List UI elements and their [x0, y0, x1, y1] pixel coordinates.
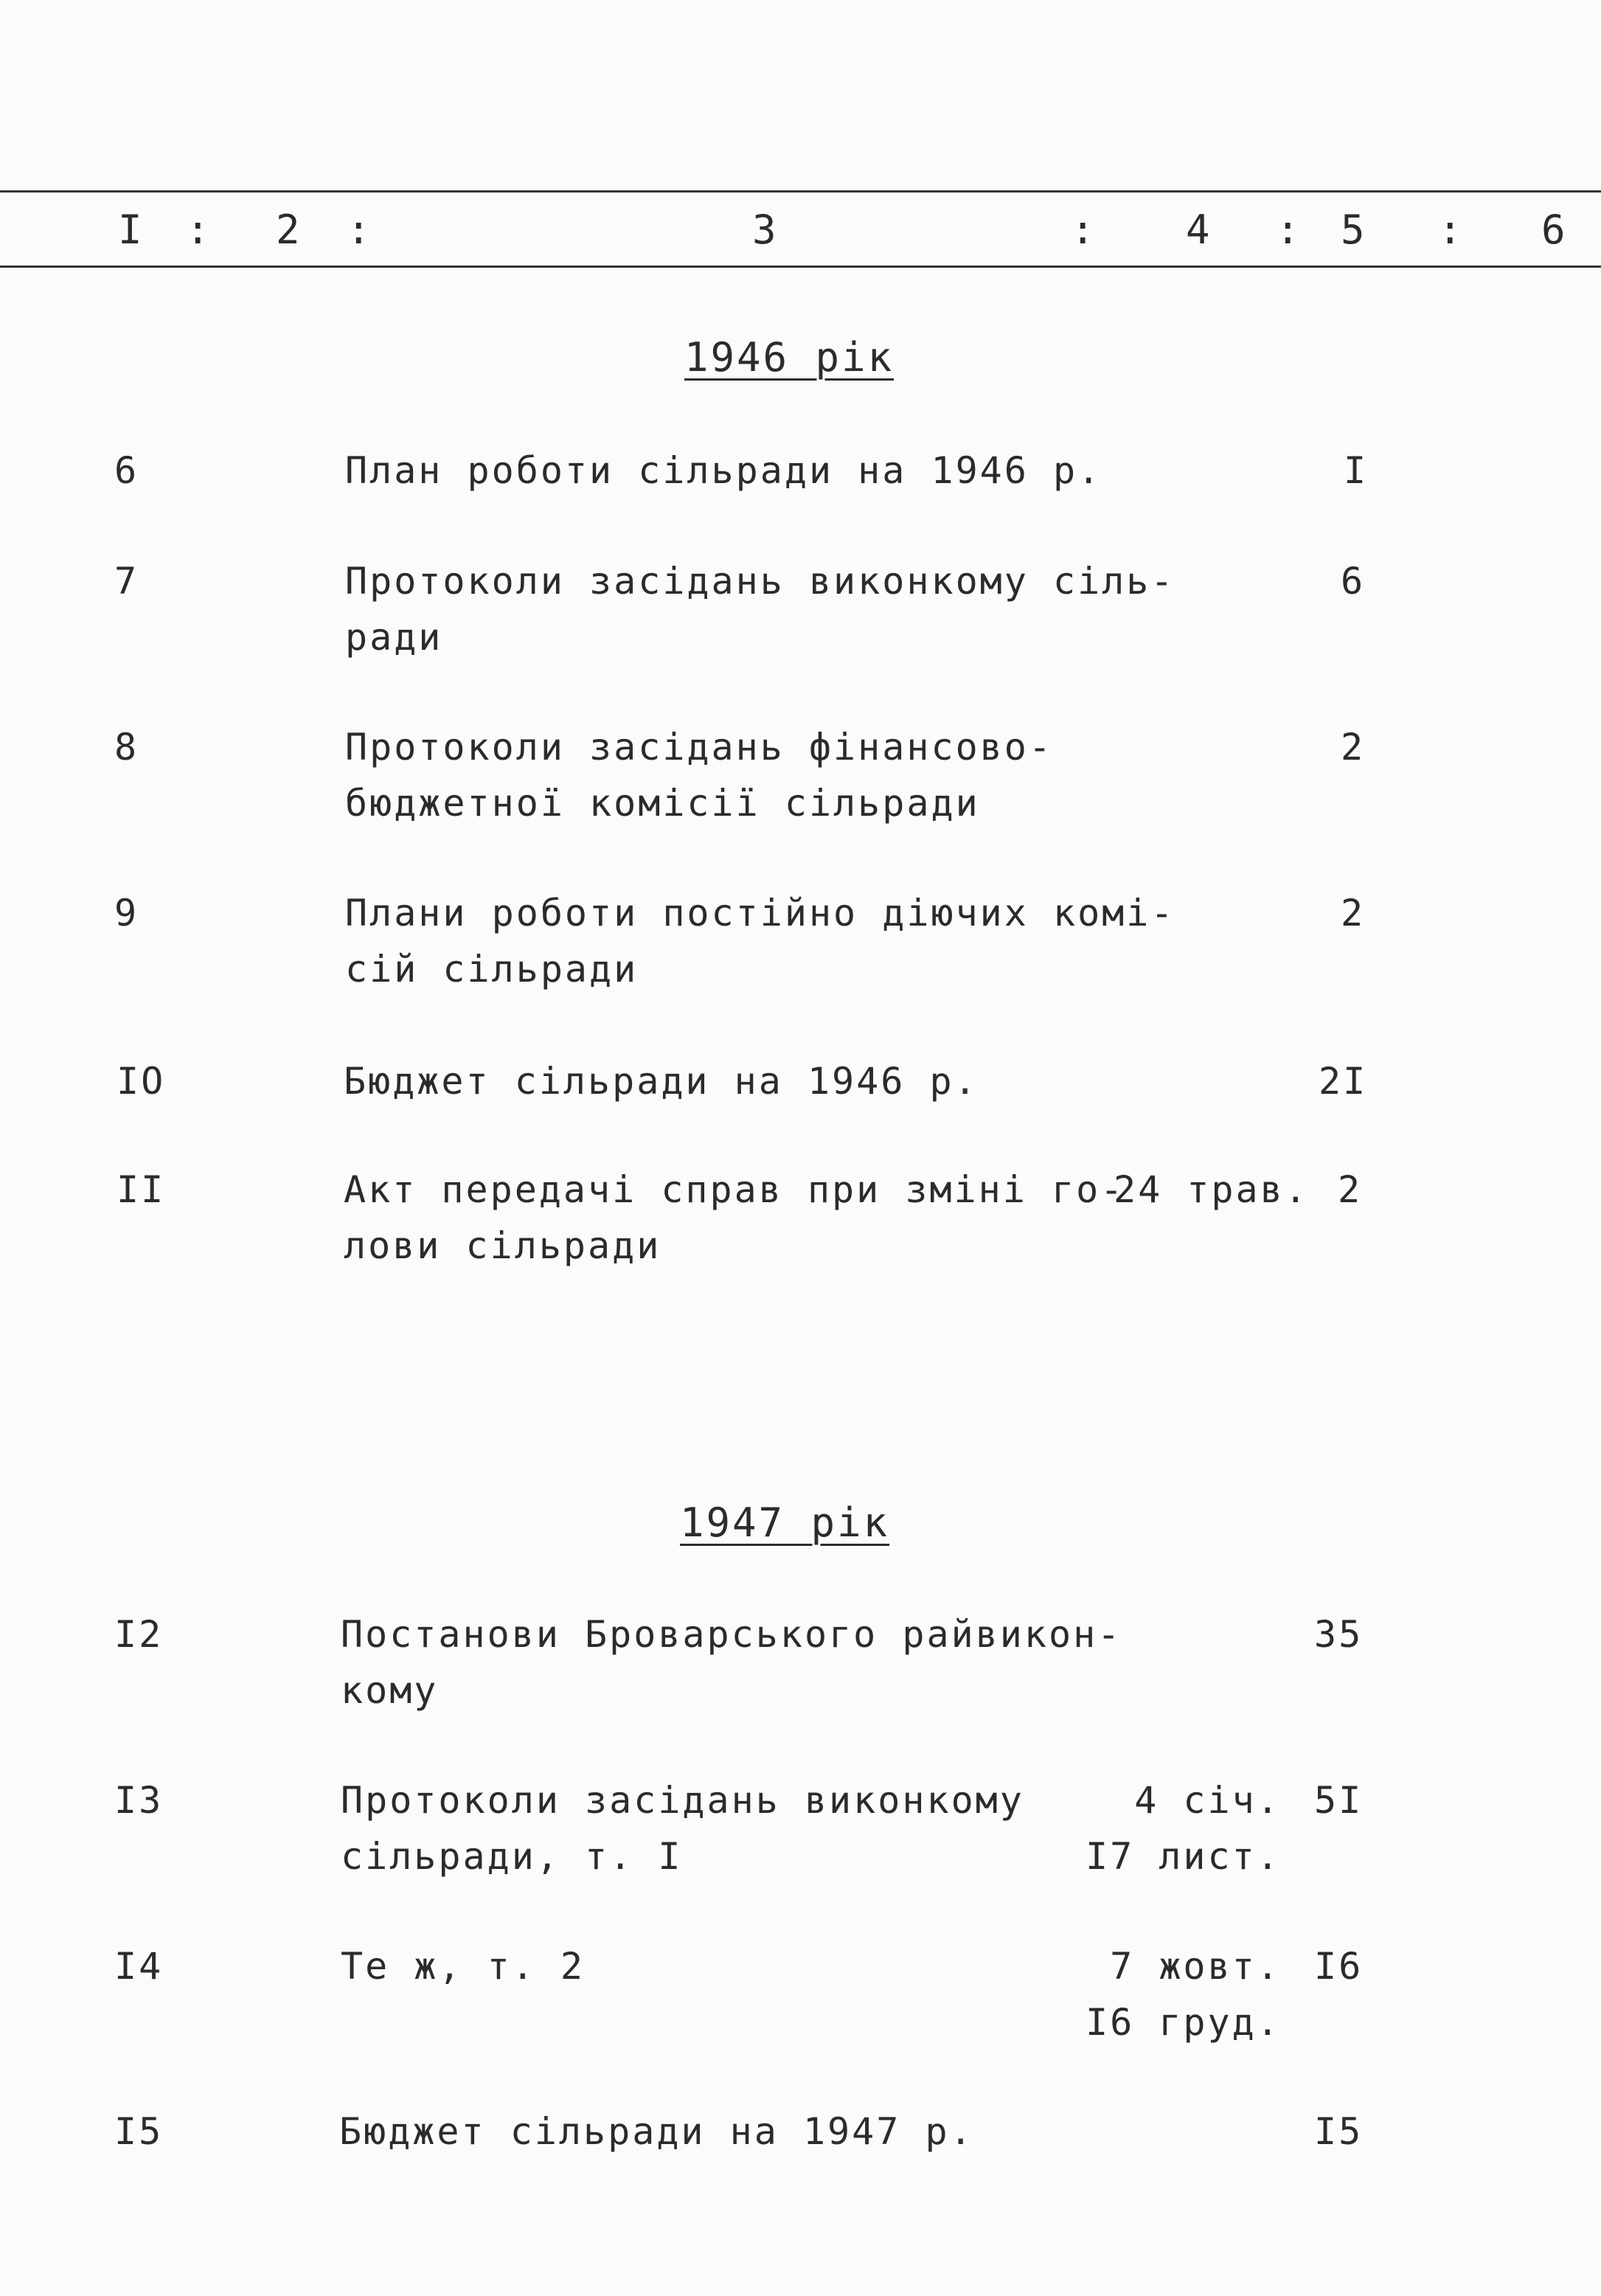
- row-date: 4 січ. I7 лист.: [1086, 1779, 1281, 1878]
- row-title: Акт передачі справ при зміні го- лови сільради: [344, 1168, 1125, 1267]
- row-sheets: 35: [1314, 1613, 1364, 1656]
- column-separator: :: [347, 207, 372, 253]
- row-title: Протоколи засідань фінансово- бюджетної комісії сільради: [345, 726, 1053, 825]
- row-sheets: 2: [1341, 726, 1366, 769]
- row-number: 6: [114, 449, 139, 492]
- row-number: IO: [117, 1060, 166, 1103]
- row-sheets: 2: [1341, 892, 1366, 934]
- row-sheets: 2: [1338, 1168, 1363, 1211]
- section-year-heading: 1947 рік: [680, 1499, 890, 1546]
- column-separator: :: [1276, 207, 1302, 253]
- row-number: I5: [114, 2110, 164, 2153]
- row-title: Протоколи засідань виконкому сільради, т. I: [341, 1779, 1024, 1878]
- row-title: План роботи сільради на 1946 р.: [345, 449, 1102, 492]
- column-separator: :: [1071, 207, 1097, 253]
- header-top-rule: [0, 190, 1601, 193]
- row-title: Бюджет сільради на 1947 р.: [339, 2110, 974, 2153]
- column-header-6: 6: [1541, 207, 1567, 253]
- row-number: II: [117, 1168, 166, 1211]
- column-separator: :: [186, 207, 212, 253]
- row-sheets: I: [1344, 449, 1369, 492]
- section-year-heading: 1946 рік: [684, 334, 895, 381]
- column-header-2: 2: [276, 207, 302, 253]
- row-number: 9: [114, 892, 139, 934]
- column-header-3: 3: [752, 207, 778, 253]
- row-date: 7 жовт. I6 груд.: [1086, 1945, 1281, 2044]
- row-number: I3: [114, 1779, 164, 1822]
- column-separator: :: [1438, 207, 1464, 253]
- row-title: Протоколи засідань виконкому сіль- ради: [345, 560, 1175, 659]
- row-number: I2: [114, 1613, 164, 1656]
- row-number: 8: [114, 726, 139, 769]
- row-sheets: 2I: [1319, 1060, 1368, 1103]
- row-sheets: I5: [1314, 2110, 1364, 2153]
- column-header-5: 5: [1341, 207, 1366, 253]
- column-header-4: 4: [1186, 207, 1212, 253]
- row-title: Плани роботи постійно діючих комі- сій сільради: [345, 892, 1175, 991]
- row-title: Те ж, т. 2: [341, 1945, 586, 1988]
- row-date: 24 трав.: [1114, 1168, 1309, 1211]
- row-number: I4: [114, 1945, 164, 1988]
- row-title: Постанови Броварського райвикон- кому: [341, 1613, 1122, 1712]
- column-header-1: I: [118, 207, 144, 253]
- row-title: Бюджет сільради на 1946 р.: [344, 1060, 979, 1103]
- row-number: 7: [114, 560, 139, 603]
- row-sheets: 6: [1341, 560, 1366, 603]
- header-bottom-rule: [0, 266, 1601, 268]
- row-sheets: 5I: [1314, 1779, 1364, 1822]
- row-sheets: I6: [1314, 1945, 1364, 1988]
